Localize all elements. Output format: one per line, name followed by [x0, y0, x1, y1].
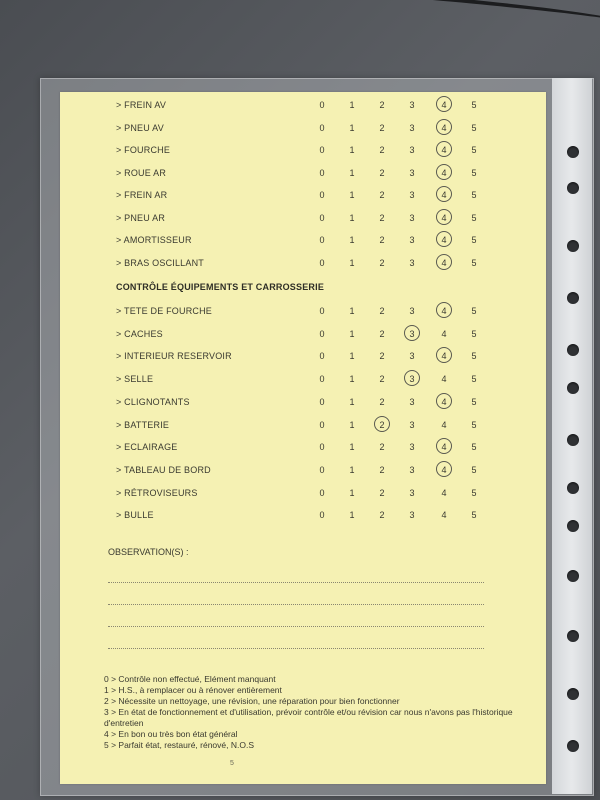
checklist-row: [60, 372, 546, 388]
score-option-2[interactable]: 2: [379, 190, 385, 200]
score-option-2[interactable]: 2: [379, 306, 385, 316]
score-option-1[interactable]: 1: [349, 487, 355, 498]
score-option-1[interactable]: 1: [349, 374, 355, 385]
score-option-1[interactable]: 1: [349, 306, 355, 316]
checklist-item-label: > CLIGNOTANTS: [116, 396, 190, 407]
score-option-1[interactable]: 1: [349, 190, 355, 200]
score-option-1[interactable]: 1: [349, 122, 355, 133]
checklist-item-label: > BRAS OSCILLANT: [116, 257, 204, 268]
score-option-0[interactable]: 0: [319, 510, 325, 521]
checklist-item-label: > TABLEAU DE BORD: [116, 464, 211, 475]
score-option-2[interactable]: 2: [379, 396, 385, 407]
score-option-4[interactable]: 4: [434, 100, 454, 110]
binder-hole: [567, 482, 579, 494]
legend-line-4: 4 > En bon ou très bon état général: [104, 729, 238, 739]
score-option-4[interactable]: 4: [441, 487, 447, 498]
legend-line-0: 0 > Contrôle non effectué, Elément manquant: [104, 674, 276, 684]
score-option-4[interactable]: 4: [434, 442, 454, 452]
score-option-1[interactable]: 1: [349, 145, 355, 155]
checklist-row: [60, 256, 546, 272]
binder-hole: [567, 434, 579, 446]
checklist-row: [60, 327, 546, 343]
score-option-3[interactable]: 3: [409, 145, 415, 155]
score-option-0[interactable]: 0: [319, 145, 325, 155]
score-option-5[interactable]: 5: [471, 328, 477, 339]
checklist-row: [60, 395, 546, 411]
score-option-1[interactable]: 1: [349, 351, 355, 362]
inspection-sheet: [60, 92, 546, 784]
score-option-5[interactable]: 5: [471, 122, 477, 133]
score-option-3[interactable]: 3: [409, 167, 415, 178]
score-option-0[interactable]: 0: [319, 212, 325, 223]
checklist-row: [60, 486, 546, 502]
score-option-2[interactable]: 2: [379, 257, 385, 268]
score-option-2[interactable]: 2: [379, 100, 385, 110]
binder-hole: [567, 630, 579, 642]
checklist-row: [60, 349, 546, 365]
score-option-2[interactable]: 2: [372, 420, 392, 430]
binder-hole: [567, 688, 579, 700]
score-option-4[interactable]: 4: [441, 374, 447, 385]
score-option-1[interactable]: 1: [349, 442, 355, 453]
score-option-2[interactable]: 2: [379, 464, 385, 475]
binder-hole: [567, 182, 579, 194]
checklist-item-label: > FREIN AR: [116, 190, 168, 200]
score-option-5[interactable]: 5: [471, 190, 477, 200]
checklist-row: [60, 98, 546, 114]
binder-hole: [567, 520, 579, 532]
score-option-1[interactable]: 1: [349, 328, 355, 339]
score-option-0[interactable]: 0: [319, 306, 325, 316]
score-option-0[interactable]: 0: [319, 167, 325, 178]
score-option-1[interactable]: 1: [349, 100, 355, 110]
score-option-4[interactable]: 4: [441, 328, 447, 339]
binder-hole: [567, 146, 579, 158]
observation-line: [108, 648, 484, 649]
binder-hole: [567, 344, 579, 356]
score-option-1[interactable]: 1: [349, 212, 355, 223]
binder-hole: [567, 740, 579, 752]
observation-line: [108, 582, 484, 583]
legend-line-1: 1 > H.S., à remplacer ou à rénover entièrement: [104, 685, 282, 695]
score-option-3[interactable]: 3: [409, 351, 415, 362]
score-option-0[interactable]: 0: [319, 100, 325, 110]
score-option-3[interactable]: 3: [409, 257, 415, 268]
checklist-row: [60, 508, 546, 524]
score-option-2[interactable]: 2: [379, 510, 385, 521]
score-option-4[interactable]: 4: [434, 168, 454, 178]
checklist-item-label: > RÉTROVISEURS: [116, 487, 198, 498]
observation-line: [108, 604, 484, 605]
legend-line-3: 3 > En état de fonctionnement et d'utilisation, prévoir contrôle et/ou révision car nous n'avons pas l'historique d'entretien: [104, 707, 513, 728]
checklist-row: [60, 440, 546, 456]
score-option-5[interactable]: 5: [471, 419, 477, 430]
score-option-3[interactable]: 3: [409, 190, 415, 200]
score-option-4[interactable]: 4: [434, 145, 454, 155]
score-option-0[interactable]: 0: [319, 122, 325, 133]
checklist-item-label: > PNEU AV: [116, 122, 164, 133]
score-option-1[interactable]: 1: [349, 419, 355, 430]
score-option-4[interactable]: 4: [434, 235, 454, 245]
checklist-item-label: > SELLE: [116, 374, 154, 385]
score-option-0[interactable]: 0: [319, 442, 325, 453]
score-option-3[interactable]: 3: [409, 464, 415, 475]
score-option-5[interactable]: 5: [471, 145, 477, 155]
score-option-2[interactable]: 2: [379, 374, 385, 385]
score-option-3[interactable]: 3: [409, 100, 415, 110]
score-option-4[interactable]: 4: [441, 510, 447, 521]
score-option-2[interactable]: 2: [379, 122, 385, 133]
score-option-5[interactable]: 5: [471, 167, 477, 178]
score-option-2[interactable]: 2: [379, 145, 385, 155]
score-option-3[interactable]: 3: [402, 374, 422, 384]
checklist-item-label: > FOURCHE: [116, 145, 171, 155]
score-option-3[interactable]: 3: [409, 235, 415, 245]
checklist-item-label: > FREIN AV: [116, 100, 167, 110]
checklist-row: [60, 211, 546, 227]
binder-hole: [567, 292, 579, 304]
score-option-3[interactable]: 3: [409, 212, 415, 223]
score-option-5[interactable]: 5: [471, 257, 477, 268]
score-option-2[interactable]: 2: [379, 167, 385, 178]
score-option-2[interactable]: 2: [379, 212, 385, 223]
score-option-3[interactable]: 3: [402, 329, 422, 339]
score-option-3[interactable]: 3: [409, 122, 415, 133]
score-option-2[interactable]: 2: [379, 351, 385, 362]
score-option-5[interactable]: 5: [471, 510, 477, 521]
score-option-3[interactable]: 3: [409, 396, 415, 407]
checklist-row: [60, 121, 546, 137]
score-option-2[interactable]: 2: [379, 235, 385, 245]
checklist-item-label: > BULLE: [116, 510, 154, 521]
score-option-0[interactable]: 0: [319, 257, 325, 268]
binder-hole: [567, 570, 579, 582]
legend: [104, 674, 524, 751]
score-option-2[interactable]: 2: [379, 328, 385, 339]
score-option-0[interactable]: 0: [319, 396, 325, 407]
score-option-0[interactable]: 0: [319, 328, 325, 339]
binder-hole: [567, 382, 579, 394]
score-option-0[interactable]: 0: [319, 374, 325, 385]
checklist-item-label: > CACHES: [116, 328, 163, 339]
score-option-5[interactable]: 5: [471, 351, 477, 362]
score-option-3[interactable]: 3: [409, 419, 415, 430]
checklist-row: [60, 463, 546, 479]
observations-label: OBSERVATION(S) :: [108, 547, 189, 557]
score-option-1[interactable]: 1: [349, 396, 355, 407]
score-option-5[interactable]: 5: [471, 374, 477, 385]
score-option-4[interactable]: 4: [434, 258, 454, 268]
checklist-row: [60, 233, 546, 249]
score-option-5[interactable]: 5: [471, 212, 477, 223]
score-option-2[interactable]: 2: [379, 442, 385, 453]
checklist-item-label: > TETE DE FOURCHE: [116, 306, 212, 316]
legend-line-5: 5 > Parfait état, restauré, rénové, N.O.S: [104, 740, 255, 750]
checklist-row: [60, 304, 546, 320]
score-option-4[interactable]: 4: [441, 419, 447, 430]
score-option-0[interactable]: 0: [319, 235, 325, 245]
score-option-4[interactable]: 4: [434, 213, 454, 223]
legend-line-2: 2 > Nécessite un nettoyage, une révision, une réparation pour bien fonctionner: [104, 696, 400, 706]
score-option-0[interactable]: 0: [319, 419, 325, 430]
score-option-5[interactable]: 5: [471, 306, 477, 316]
checklist-item-label: > ECLAIRAGE: [116, 442, 178, 453]
score-option-1[interactable]: 1: [349, 235, 355, 245]
checklist-row: [60, 418, 546, 434]
cable: [200, 0, 600, 30]
score-option-2[interactable]: 2: [379, 487, 385, 498]
score-option-0[interactable]: 0: [319, 190, 325, 200]
score-option-5[interactable]: 5: [471, 442, 477, 453]
score-option-5[interactable]: 5: [471, 464, 477, 475]
observation-line: [108, 626, 484, 627]
page-number: 5: [230, 760, 234, 767]
score-option-4[interactable]: 4: [434, 306, 454, 316]
score-option-0[interactable]: 0: [319, 351, 325, 362]
checklist-row: [60, 188, 546, 204]
score-option-4[interactable]: 4: [434, 123, 454, 133]
checklist-item-label: > BATTERIE: [116, 419, 170, 430]
score-option-3[interactable]: 3: [409, 487, 415, 498]
score-option-5[interactable]: 5: [471, 396, 477, 407]
checklist-row: [60, 166, 546, 182]
score-option-0[interactable]: 0: [319, 464, 325, 475]
score-option-4[interactable]: 4: [434, 465, 454, 475]
score-option-1[interactable]: 1: [349, 510, 355, 521]
checklist-item-label: > ROUE AR: [116, 167, 167, 178]
score-option-0[interactable]: 0: [319, 487, 325, 498]
score-option-3[interactable]: 3: [409, 306, 415, 316]
score-option-5[interactable]: 5: [471, 487, 477, 498]
section-title-equipment: CONTRÔLE ÉQUIPEMENTS ET CARROSSERIE: [116, 282, 325, 292]
score-option-3[interactable]: 3: [409, 442, 415, 453]
score-option-4[interactable]: 4: [434, 190, 454, 200]
checklist-item-label: > AMORTISSEUR: [116, 235, 192, 245]
score-option-3[interactable]: 3: [409, 510, 415, 521]
score-option-4[interactable]: 4: [434, 397, 454, 407]
score-option-5[interactable]: 5: [471, 235, 477, 245]
score-option-1[interactable]: 1: [349, 257, 355, 268]
score-option-1[interactable]: 1: [349, 464, 355, 475]
checklist-item-label: > PNEU AR: [116, 212, 166, 223]
checklist-item-label: > INTERIEUR RESERVOIR: [116, 351, 232, 362]
score-option-4[interactable]: 4: [434, 351, 454, 361]
binder-hole: [567, 240, 579, 252]
score-option-1[interactable]: 1: [349, 167, 355, 178]
score-option-5[interactable]: 5: [471, 100, 477, 110]
checklist-row: [60, 143, 546, 159]
